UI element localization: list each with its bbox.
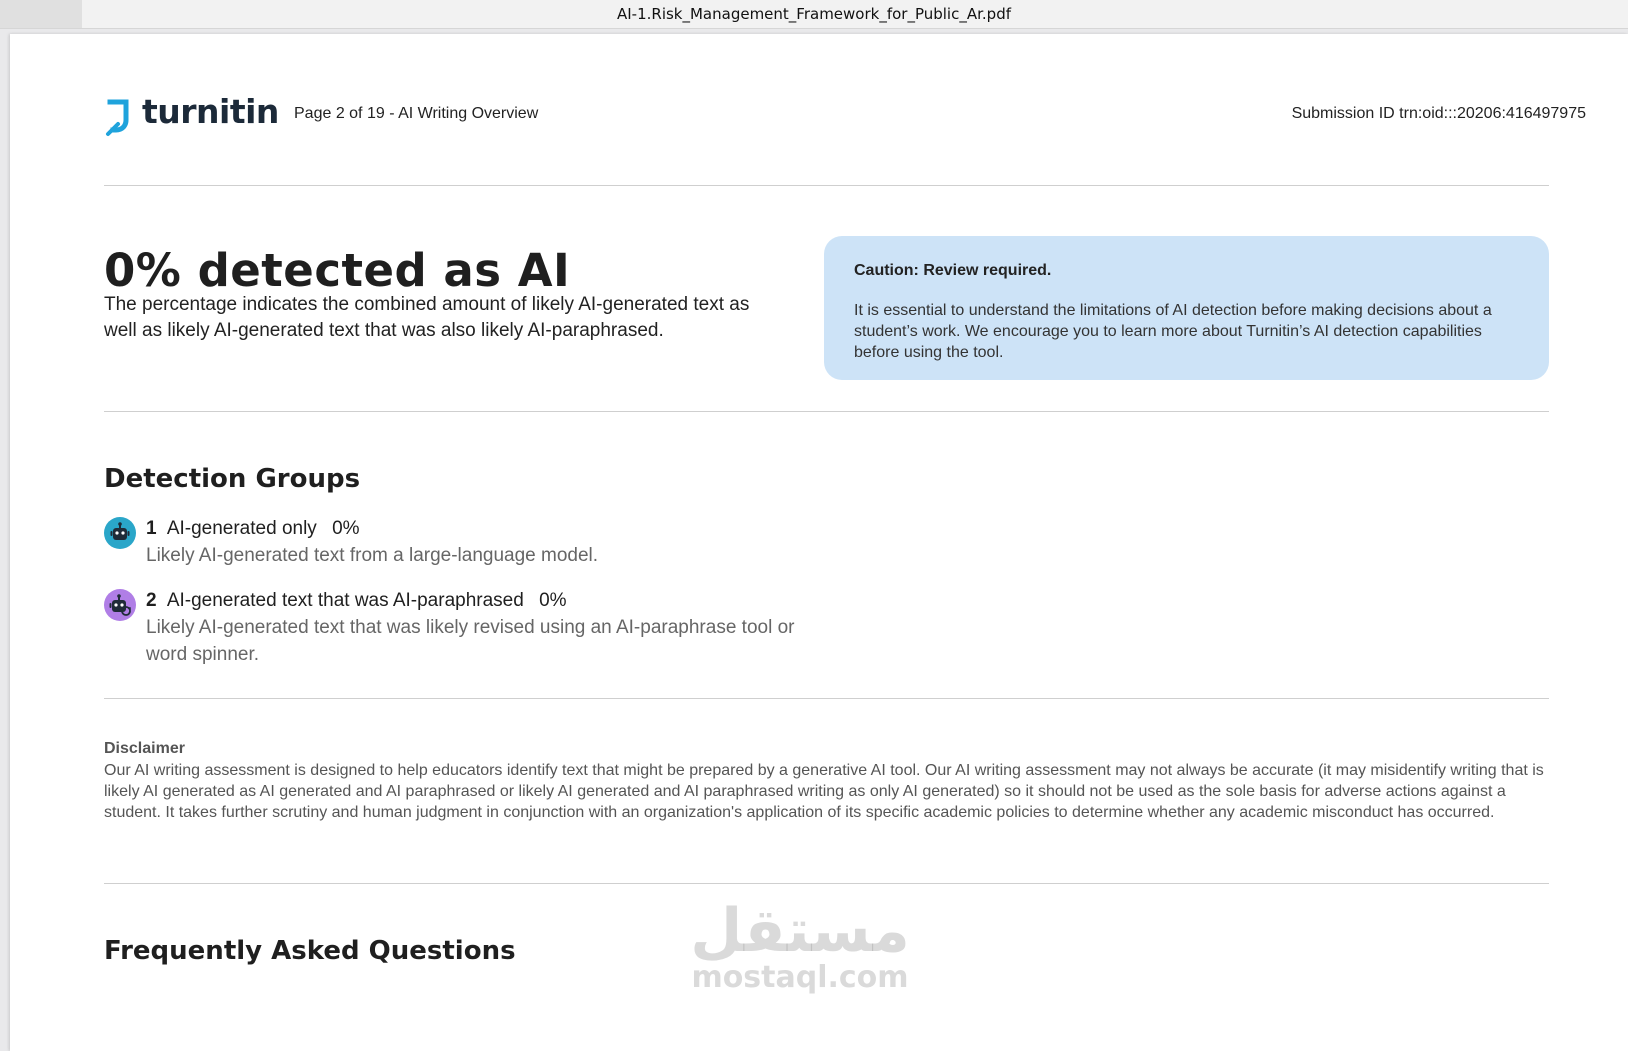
- pdf-page: [10, 34, 1628, 1051]
- caution-body: It is essential to understand the limitations of AI detection before making decisions about a student’s work. We encourage you to learn more about Turnitin’s AI detection capabilities before using the tool.: [854, 302, 1492, 361]
- window-titlebar: [0, 0, 1628, 29]
- disclaimer-title: Disclaimer: [104, 740, 185, 757]
- group-description: Likely AI-generated text that was likely revised using an AI-paraphrase tool or word spinner.: [146, 617, 795, 665]
- detection-groups-heading: Detection Groups: [104, 464, 361, 494]
- caution-title: Caution: Review required.: [854, 262, 1052, 279]
- group-number: 2: [146, 590, 157, 611]
- ai-percentage-headline: 0% detected as AI: [104, 244, 571, 297]
- detection-group-ai-paraphrased: [104, 590, 824, 670]
- submission-id: Submission ID trn:oid:::20206:416497975: [1291, 105, 1586, 122]
- divider: [104, 185, 1549, 186]
- logo-wordmark: turnitin: [142, 92, 279, 131]
- robot-icon: [104, 517, 136, 549]
- turnitin-logo: [104, 92, 279, 140]
- detection-group-ai-only: [104, 518, 824, 578]
- document-title: AI-1.Risk_Management_Framework_for_Public_Ar.pdf: [616, 5, 1011, 23]
- group-number: 1: [146, 518, 157, 539]
- divider: [104, 883, 1549, 884]
- faq-heading: Frequently Asked Questions: [104, 936, 516, 966]
- caution-box: [824, 236, 1549, 380]
- group-percent: 0%: [332, 518, 360, 539]
- group-percent: 0%: [539, 590, 567, 611]
- disclaimer-body: Our AI writing assessment is designed to help educators identify text that might be prepared by a generative AI tool. Our AI writing assessment may not always be accurate (it may misidentify writing that is likely AI generated as AI generated and AI paraphrased or likely AI generated and AI paraphrased writing as only AI generated) so it should not be used as the sole basis for adverse actions against a student. It takes further scrutiny and human judgment in conjunction with an organization's application of its specific academic policies to determine whether any academic misconduct has occurred.: [104, 762, 1544, 821]
- group-description: Likely AI-generated text from a large-language model.: [146, 545, 599, 566]
- disclaimer-section: [104, 740, 1549, 823]
- divider: [104, 411, 1549, 412]
- divider: [104, 698, 1549, 699]
- page-indicator: Page 2 of 19 - AI Writing Overview: [294, 105, 539, 122]
- turnitin-logo-icon: [104, 96, 136, 140]
- mostaql-watermark: [680, 896, 920, 995]
- ai-percentage-description: The percentage indicates the combined amount of likely AI-generated text as well as likely AI-generated text that was also likely AI-paraphrased.: [104, 294, 750, 341]
- watermark-arabic: مستقل: [690, 896, 910, 966]
- robot-paraphrase-icon: [104, 589, 136, 621]
- watermark-latin: mostaql.com: [691, 960, 909, 995]
- group-label: AI-generated text that was AI-paraphrased: [166, 590, 524, 611]
- group-label: AI-generated only: [166, 518, 317, 539]
